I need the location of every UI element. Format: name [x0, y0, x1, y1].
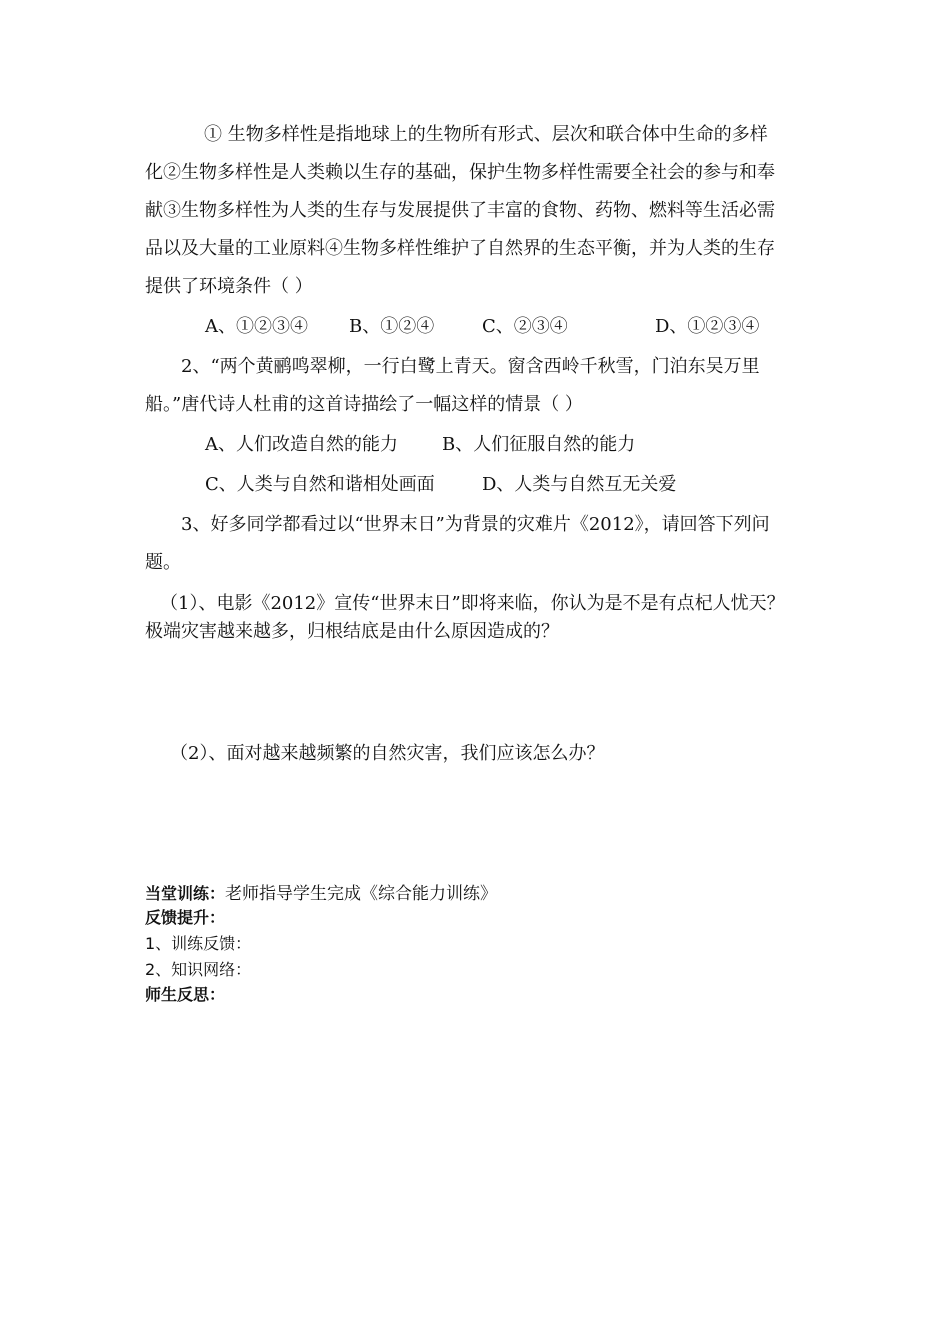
training-row	[145, 882, 497, 906]
q1-line-3: 献③生物多样性为人类的生存与发展提供了丰富的食物、药物、燃料等生活必需	[145, 200, 775, 221]
feedback-item-1: 1、训练反馈：	[145, 934, 252, 953]
q2-option-b: B、人们征服自然的能力	[442, 434, 636, 455]
q2-option-a: A、人们改造自然的能力	[205, 434, 398, 455]
q1-option-b: B、①②④	[349, 316, 435, 337]
q3-sub1-line-2: 极端灾害越来越多，归根结底是由什么原因造成的？	[145, 621, 559, 642]
q1-line-4: 品以及大量的工业原料④生物多样性维护了自然界的生态平衡，并为人类的生存	[145, 238, 775, 259]
feedback-item-2: 2、知识网络：	[145, 960, 252, 979]
q3-line-2: 题。	[145, 552, 181, 573]
q1-option-d: D、①②③④	[655, 316, 760, 337]
q3-sub2: （2）、面对越来越频繁的自然灾害，我们应该怎么办？	[170, 743, 605, 764]
q3-sub1-line-1: （1）、电影《2012》宣传“世界末日”即将来临，你认为是不是有点杞人忧天？	[160, 593, 785, 614]
q1-option-c: C、②③④	[482, 316, 568, 337]
training-label: 当堂训练：	[145, 884, 226, 903]
q2-option-d: D、人类与自然互无关爱	[482, 474, 677, 495]
training-text: 老师指导学生完成《综合能力训练》	[225, 884, 498, 904]
q2-line-1: 2、“两个黄鹂鸣翠柳，一行白鹭上青天。窗含西岭千秋雪，门泊东吴万里	[181, 356, 760, 377]
q1-line-2: 化②生物多样性是人类赖以生存的基础，保护生物多样性需要全社会的参与和奉	[145, 162, 775, 183]
q2-option-c: C、人类与自然和谐相处画面	[205, 474, 435, 495]
q3-line-1: 3、好多同学都看过以“世界末日”为背景的灾难片《2012》，请回答下列问	[181, 514, 770, 535]
reflection-label: 师生反思：	[145, 985, 226, 1004]
q1-line-1: ① 生物多样性是指地球上的生物所有形式、层次和联合体中生命的多样	[204, 124, 768, 145]
q1-line-5: 提供了环境条件（ ）	[145, 276, 313, 297]
feedback-label: 反馈提升：	[145, 908, 226, 927]
q2-line-2: 船。”唐代诗人杜甫的这首诗描绘了一幅这样的情景（ ）	[145, 394, 583, 415]
q1-option-a: A、①②③④	[205, 316, 308, 337]
